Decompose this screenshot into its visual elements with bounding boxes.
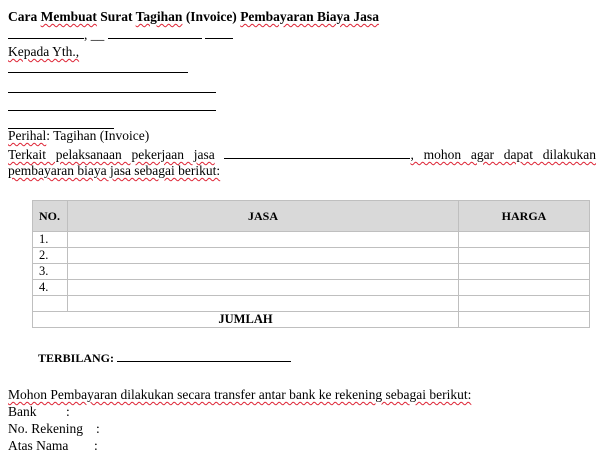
header-jasa: JASA — [68, 201, 459, 232]
year-blank[interactable] — [205, 26, 233, 39]
subject-line — [8, 128, 149, 144]
harga-cell[interactable] — [459, 280, 590, 296]
month-blank[interactable] — [108, 26, 202, 39]
jasa-cell[interactable] — [68, 232, 459, 248]
day-blank: __ — [90, 27, 105, 42]
title-part: (Invoice) — [182, 9, 241, 24]
recipient-heading: Kepada Yth., — [8, 44, 80, 59]
harga-cell[interactable] — [459, 296, 590, 312]
city-blank[interactable] — [8, 26, 84, 39]
table-row — [33, 296, 590, 312]
title-part: Cara — [8, 9, 41, 24]
title-part: Membuat — [40, 9, 97, 24]
address-line[interactable] — [8, 60, 188, 77]
table-row — [33, 248, 590, 264]
field-separator: : — [94, 438, 98, 453]
account-number-field — [8, 421, 100, 437]
date-separator: , — [84, 27, 88, 42]
jasa-cell[interactable] — [68, 248, 459, 264]
jasa-cell[interactable] — [68, 264, 459, 280]
bank-label: Bank — [8, 404, 37, 419]
row-number — [33, 296, 68, 312]
row-number: 3. — [33, 264, 68, 280]
amount-in-words-blank[interactable] — [117, 349, 291, 362]
date-line — [8, 26, 233, 43]
jasa-cell[interactable] — [68, 280, 459, 296]
header-harga: HARGA — [459, 201, 590, 232]
table-row — [33, 280, 590, 296]
account-number-label: No. Rekening — [8, 421, 83, 436]
bank-field — [8, 404, 70, 420]
amount-in-words-label: TERBILANG: — [38, 351, 115, 365]
total-label: JUMLAH — [33, 312, 459, 328]
jasa-cell[interactable] — [68, 296, 459, 312]
subject-value: : Tagihan (Invoice) — [46, 128, 150, 143]
total-value-cell[interactable] — [459, 312, 590, 328]
harga-cell[interactable] — [459, 248, 590, 264]
invoice-table — [32, 200, 590, 328]
intro-text: Terkait pelaksanaan pekerjaan jasa — [8, 147, 215, 162]
table-row — [33, 232, 590, 248]
title-part: Surat — [96, 9, 136, 24]
transfer-instruction: Mohon Pembayaran dilakukan secara transfer antar bank ke rekening sebagai berikut: — [8, 387, 472, 402]
subject-label: Perihal — [8, 128, 47, 143]
title-part: Tagihan — [135, 9, 183, 24]
amount-in-words — [38, 349, 291, 366]
intro-line-2: pembayaran biaya jasa sebagai berikut: — [8, 163, 221, 178]
harga-cell[interactable] — [459, 264, 590, 280]
total-row — [33, 312, 590, 328]
header-no: NO. — [33, 201, 68, 232]
address-line[interactable] — [8, 98, 216, 115]
account-name-label: Atas Nama — [8, 438, 69, 453]
title-part: Pembayaran Biaya Jasa — [240, 9, 379, 24]
account-name-field — [8, 438, 98, 454]
field-separator: : — [96, 421, 100, 436]
intro-text: , mohon agar dapat dilakukan — [410, 147, 597, 162]
table-header-row — [33, 201, 590, 232]
table-row — [33, 264, 590, 280]
document-title — [8, 9, 379, 25]
row-number: 1. — [33, 232, 68, 248]
row-number: 4. — [33, 280, 68, 296]
field-separator: : — [66, 404, 70, 419]
service-blank[interactable] — [224, 146, 410, 159]
harga-cell[interactable] — [459, 232, 590, 248]
intro-paragraph — [8, 146, 596, 163]
row-number: 2. — [33, 248, 68, 264]
address-line[interactable] — [8, 80, 216, 97]
